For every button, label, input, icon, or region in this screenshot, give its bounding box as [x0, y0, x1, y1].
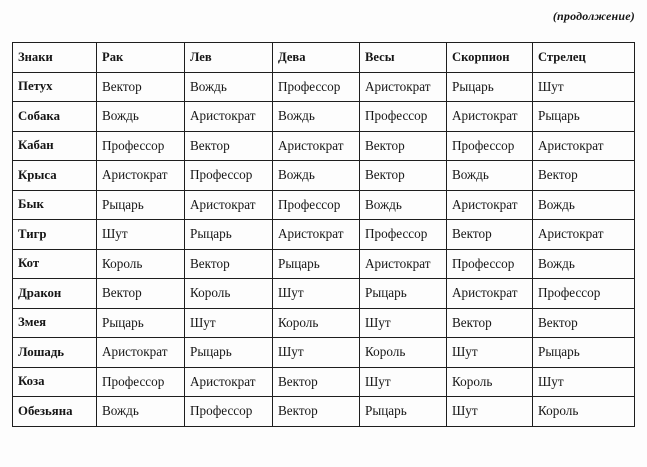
table-cell: Аристократ: [185, 102, 273, 132]
table-cell: Вектор: [447, 220, 533, 250]
table-cell: Рыцарь: [533, 102, 635, 132]
table-cell: Вождь: [447, 161, 533, 191]
table-cell: Рыцарь: [360, 397, 447, 427]
table-cell: Вектор: [185, 249, 273, 279]
table-cell: Вождь: [273, 102, 360, 132]
table-cell: Вектор: [273, 397, 360, 427]
table-cell: Вождь: [533, 190, 635, 220]
table-header-row: [13, 43, 635, 73]
table-cell: Шут: [360, 308, 447, 338]
table-cell: Вектор: [447, 308, 533, 338]
table-cell: Аристократ: [97, 338, 185, 368]
table-cell: Аристократ: [273, 220, 360, 250]
table-cell: Рыцарь: [533, 338, 635, 368]
table-cell: Аристократ: [447, 279, 533, 309]
table-row: [13, 190, 635, 220]
table-cell: Шут: [533, 72, 635, 102]
table-cell: Вектор: [360, 161, 447, 191]
table-cell: Аристократ: [533, 220, 635, 250]
table-cell: Вектор: [97, 279, 185, 309]
table-cell: Король: [97, 249, 185, 279]
row-sign-label: Кабан: [13, 131, 97, 161]
table-cell: Профессор: [185, 397, 273, 427]
row-sign-label: Тигр: [13, 220, 97, 250]
table-cell: Вождь: [97, 102, 185, 132]
table-row: [13, 102, 635, 132]
table-cell: Вектор: [360, 131, 447, 161]
table-row: [13, 161, 635, 191]
row-sign-label: Петух: [13, 72, 97, 102]
table-cell: Шут: [360, 367, 447, 397]
table-cell: Король: [447, 367, 533, 397]
table-cell: Вождь: [360, 190, 447, 220]
row-sign-label: Змея: [13, 308, 97, 338]
table-row: [13, 220, 635, 250]
table-cell: Король: [273, 308, 360, 338]
row-sign-label: Собака: [13, 102, 97, 132]
table-cell: Профессор: [360, 220, 447, 250]
table-cell: Вектор: [273, 367, 360, 397]
table-cell: Вектор: [533, 161, 635, 191]
table-cell: Профессор: [97, 367, 185, 397]
table-cell: Рыцарь: [273, 249, 360, 279]
table-cell: Король: [185, 279, 273, 309]
table-cell: Шут: [447, 397, 533, 427]
column-header-cancer: Рак: [97, 43, 185, 73]
column-header-virgo: Дева: [273, 43, 360, 73]
table-cell: Вождь: [97, 397, 185, 427]
table-cell: Аристократ: [447, 102, 533, 132]
row-sign-label: Бык: [13, 190, 97, 220]
column-header-signs: Знаки: [13, 43, 97, 73]
table-cell: Профессор: [447, 131, 533, 161]
signs-compatibility-table: [12, 42, 635, 427]
table-cell: Вождь: [185, 72, 273, 102]
continuation-note: (продолжение): [552, 9, 635, 23]
table-cell: Рыцарь: [447, 72, 533, 102]
column-header-leo: Лев: [185, 43, 273, 73]
table-cell: Аристократ: [185, 367, 273, 397]
table-cell: Шут: [97, 220, 185, 250]
table-cell: Профессор: [533, 279, 635, 309]
table-cell: Вектор: [97, 72, 185, 102]
table-cell: Рыцарь: [360, 279, 447, 309]
table-cell: Профессор: [273, 72, 360, 102]
table-row: [13, 397, 635, 427]
table-cell: Рыцарь: [185, 220, 273, 250]
table-cell: Рыцарь: [97, 308, 185, 338]
table-cell: Аристократ: [360, 72, 447, 102]
table-cell: Профессор: [447, 249, 533, 279]
row-sign-label: Крыса: [13, 161, 97, 191]
table-cell: Аристократ: [97, 161, 185, 191]
table-cell: Вождь: [273, 161, 360, 191]
row-sign-label: Коза: [13, 367, 97, 397]
table-cell: Профессор: [185, 161, 273, 191]
row-sign-label: Обезьяна: [13, 397, 97, 427]
table-cell: Аристократ: [533, 131, 635, 161]
table-cell: Король: [533, 397, 635, 427]
row-sign-label: Дракон: [13, 279, 97, 309]
table-cell: Шут: [533, 367, 635, 397]
table-cell: Профессор: [273, 190, 360, 220]
column-header-libra: Весы: [360, 43, 447, 73]
table-row: [13, 279, 635, 309]
table-row: [13, 367, 635, 397]
table-cell: Аристократ: [360, 249, 447, 279]
table-row: [13, 308, 635, 338]
table-cell: Рыцарь: [97, 190, 185, 220]
table-cell: Шут: [273, 279, 360, 309]
table-row: [13, 72, 635, 102]
table-cell: Вектор: [533, 308, 635, 338]
table-cell: Аристократ: [185, 190, 273, 220]
table-cell: Вождь: [533, 249, 635, 279]
table-cell: Шут: [185, 308, 273, 338]
table-row: [13, 338, 635, 368]
table-cell: Аристократ: [273, 131, 360, 161]
row-sign-label: Лошадь: [13, 338, 97, 368]
table-cell: Профессор: [97, 131, 185, 161]
column-header-scorpio: Скорпион: [447, 43, 533, 73]
table-cell: Шут: [273, 338, 360, 368]
table-cell: Аристократ: [447, 190, 533, 220]
column-header-sagittarius: Стрелец: [533, 43, 635, 73]
table-row: [13, 131, 635, 161]
table-cell: Вектор: [185, 131, 273, 161]
table-body: [13, 72, 635, 426]
table-cell: Шут: [447, 338, 533, 368]
row-sign-label: Кот: [13, 249, 97, 279]
table-cell: Рыцарь: [185, 338, 273, 368]
table-cell: Профессор: [360, 102, 447, 132]
table-cell: Король: [360, 338, 447, 368]
table-row: [13, 249, 635, 279]
